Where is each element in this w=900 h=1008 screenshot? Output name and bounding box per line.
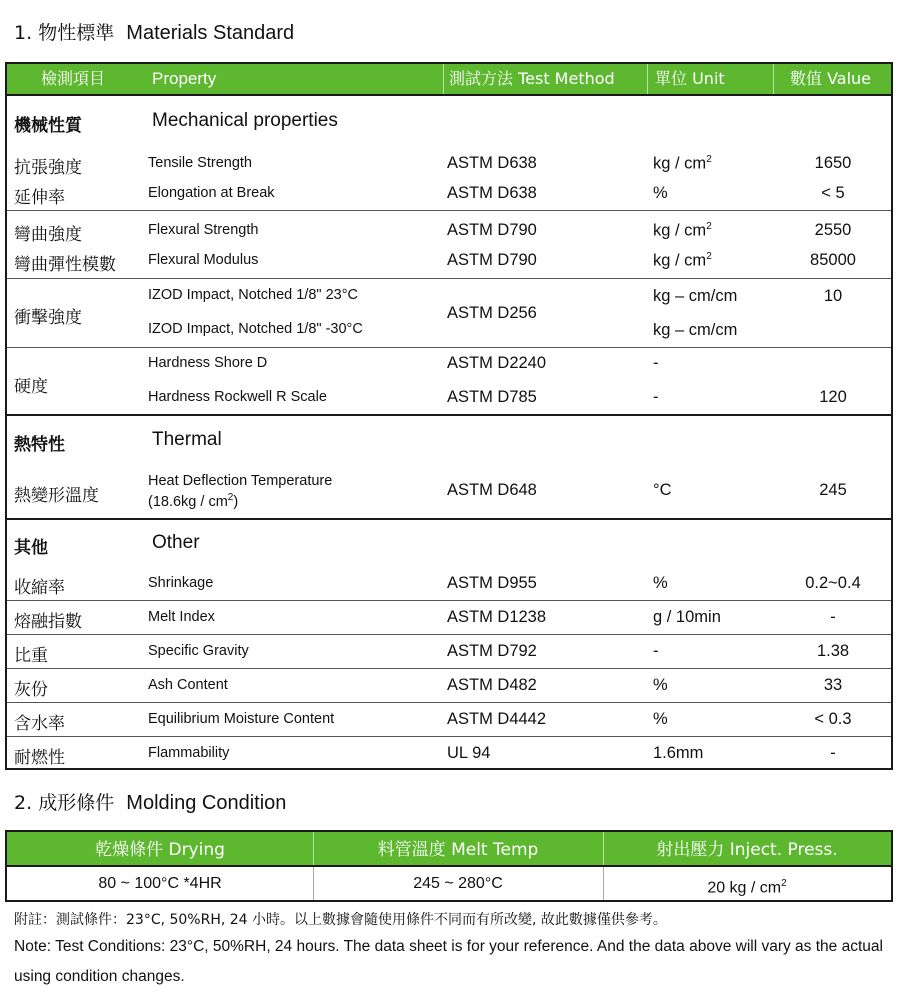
section-thermal-zh: 熱特性 [14,435,65,455]
flex-modulus-value: 85000 [810,251,856,269]
materials-table [5,62,893,770]
tensile-unit: kg / $cm^2$ [653,154,712,173]
section-thermal-en: Thermal [152,429,222,450]
other-row-value: < 0.3 [814,710,852,728]
drying-label: 乾燥條件 Drying [95,840,225,860]
tensile-zh: 抗張強度 [14,158,82,178]
flex-modulus-method: ASTM D790 [447,251,537,269]
flex-strength-value: 2550 [814,221,852,239]
other-row-property: Melt Index [148,609,215,625]
other-row-value: 33 [823,676,843,694]
section-1-title [14,18,294,45]
header-unit: 單位 Unit [655,69,725,88]
impact-value-23c: 10 [823,287,843,305]
inject-press-value: 20 kg / $cm^2$ [707,878,787,897]
other-row-method: ASTM D4442 [447,710,547,728]
elongation-zh: 延伸率 [14,188,65,208]
section-other-zh: 其他 [14,538,48,558]
flex-modulus-zh: 彎曲彈性模數 [14,255,116,275]
other-row-property: Shrinkage [148,575,214,591]
hdt-value: 245 [819,481,847,499]
impact-property-23c: IZOD Impact, Notched 1/8" 23°C [148,287,359,303]
other-row-value: - [830,744,836,762]
flex-modulus-unit: kg / $cm^2$ [653,251,712,270]
other-row-value: 1.38 [816,642,850,660]
other-row-value: 0.2~0.4 [805,574,861,592]
section-mechanical-zh: 機械性質 [14,116,82,136]
section-2-title-zh: 成形條件 [38,792,115,814]
section-2-title [14,788,286,815]
other-row-method: ASTM D482 [447,676,537,694]
other-row-zh: 比重 [14,646,48,666]
note-zh: 附註：測試條件：23°C, 50%RH, 24 小時。以上數據會隨使用條件不同而有所改變, 故此數據僅供參考。 [14,912,667,928]
header-test-method: 測試方法 Test Method [449,69,615,88]
impact-property-minus30c: IZOD Impact, Notched 1/8" -30°C [148,321,363,337]
impact-zh: 衝擊強度 [14,308,82,328]
note-en-line2: using condition changes. [14,968,185,985]
materials-table-header [7,64,891,96]
flex-strength-unit: kg / $cm^2$ [653,221,712,240]
flex-modulus-property: Flexural Modulus [148,252,259,268]
header-item-zh: 檢測項目 [41,69,106,88]
tensile-value: 1650 [814,154,852,172]
tensile-property: Tensile Strength [148,155,252,171]
section-2-title-en: Molding Condition [126,792,287,814]
hardness-zh: 硬度 [14,377,48,397]
hardness-shore-property: Hardness Shore D [148,355,268,371]
impact-unit-minus30c: kg – cm/cm [653,321,738,339]
impact-method: ASTM D256 [447,304,537,322]
other-row-method: ASTM D1238 [447,608,547,626]
note-en-line1: Note: Test Conditions: 23°C, 50%RH, 24 hours. The data sheet is for your reference. And the data above will vary as the actual [14,938,883,955]
section-2-number: 2. [14,792,33,814]
hardness-rockwell-method: ASTM D785 [447,388,537,406]
hdt-property-line1: Heat Deflection Temperature [148,473,333,489]
impact-unit-23c: kg – cm/cm [653,287,738,305]
other-row-property: Specific Gravity [148,643,249,659]
section-other-en: Other [152,532,200,553]
melt-temp-label: 料管溫度 Melt Temp [377,840,539,860]
hardness-rockwell-value: 120 [819,388,847,406]
flex-strength-zh: 彎曲強度 [14,225,82,245]
drying-value: 80 ~ 100°C *4HR [98,875,222,892]
elongation-unit: % [653,184,668,202]
other-row-zh: 熔融指數 [14,612,82,632]
header-value: 數值 Value [790,69,872,88]
other-row-method: ASTM D955 [447,574,537,592]
section-1-title-en: Materials Standard [126,22,295,44]
other-row-unit: % [653,710,668,728]
elongation-method: ASTM D638 [447,184,537,202]
section-mechanical-en: Mechanical properties [152,110,338,131]
melt-temp-value: 245 ~ 280°C [413,875,503,892]
other-row-method: ASTM D792 [447,642,537,660]
elongation-property: Elongation at Break [148,185,275,201]
other-row-zh: 收縮率 [14,578,65,598]
other-row-property: Equilibrium Moisture Content [148,711,335,727]
hdt-unit: °C [653,481,672,499]
other-row-zh: 灰份 [14,680,48,700]
header-property: Property [152,69,217,88]
molding-table [5,830,893,902]
other-row-unit: g / 10min [653,608,721,626]
hdt-property-line2: $(18.6kg / cm^2)$ [148,492,239,510]
hardness-rockwell-property: Hardness Rockwell R Scale [148,389,327,405]
other-row-method: UL 94 [447,744,491,762]
other-row-unit: % [653,676,668,694]
flex-strength-method: ASTM D790 [447,221,537,239]
inject-press-label: 射出壓力 Inject. Press. [656,840,838,860]
elongation-value: < 5 [821,184,845,202]
section-1-title-zh: 物性標準 [38,22,115,44]
hardness-rockwell-unit: - [653,388,659,406]
other-row-property: Flammability [148,745,230,761]
hdt-zh: 熱變形溫度 [14,486,99,506]
other-row-unit: - [653,642,659,660]
other-row-zh: 耐燃性 [14,748,65,768]
hdt-method: ASTM D648 [447,481,537,499]
other-row-zh: 含水率 [14,714,65,734]
hardness-shore-unit: - [653,354,659,372]
section-1-number: 1. [14,22,33,44]
other-row-unit: % [653,574,668,592]
tensile-method: ASTM D638 [447,154,537,172]
other-row-property: Ash Content [148,677,228,693]
flex-strength-property: Flexural Strength [148,222,259,238]
other-row-value: - [830,608,836,626]
hardness-shore-method: ASTM D2240 [447,354,547,372]
other-row-unit: 1.6mm [653,744,704,762]
